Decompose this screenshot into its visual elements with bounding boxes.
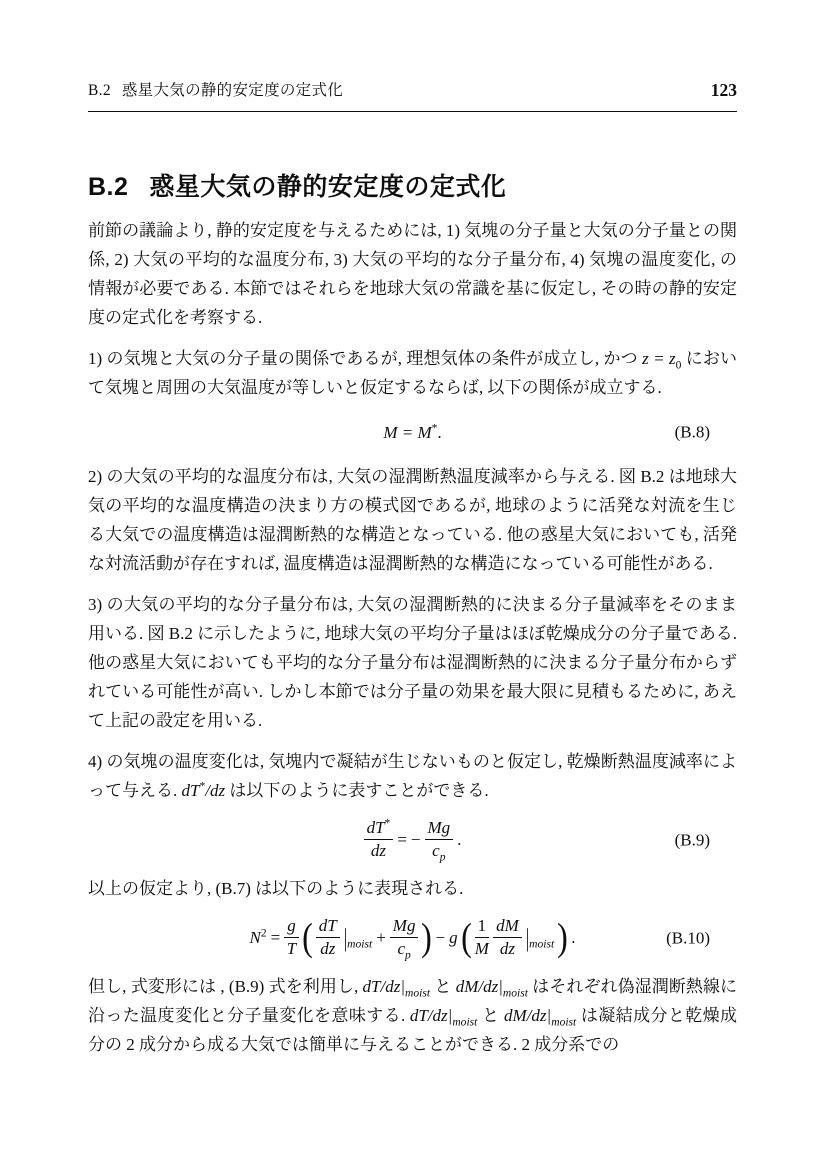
paragraph-intro: 前節の議論より, 静的安定度を与えるためには, 1) 気塊の分子量と大気の分子量との関係, 2) 大気の平均的な温度分布, 3) 大気の平均的な分子量分布, 4) 気塊の温度変化, の情報が必要である. 本節ではそれらを地球大気の常識を基に仮定し, その時の静的安定度の定式化を考察する.: [88, 221, 737, 327]
fraction-dTstar-dz: [364, 818, 394, 861]
text-segment: はそれぞれ偽湿潤断熱線に沿った温度変化と分子量変化を意味する.: [88, 977, 737, 1025]
header-rule: [88, 111, 737, 112]
math-superscript: *: [431, 420, 438, 434]
evaluated-at-moist: [526, 923, 554, 952]
math-text: .: [571, 928, 576, 947]
math-text: g: [449, 928, 458, 947]
running-header-section-title: 惑星大気の静的安定度の定式化: [121, 82, 344, 99]
paragraph-assumption-2: 2) の大気の平均的な温度分布は, 大気の湿潤断熱温度減率から与える. 図 B.2 は地球大気の平均的な温度構造の決まり方の模式図であるが, 地球のように活発な対流を生じる大気での温度構造は湿潤断熱的な構造となっている. 他の惑星大気においても, 活発な対流活動が存在すれば, 温度構造は湿潤断熱的な構造になっている可能性がある.: [88, 467, 737, 573]
plus-sign: +: [376, 928, 386, 947]
text-segment: は以下のように表すことができる.: [225, 781, 489, 800]
inline-math-z-equals-z0: [642, 349, 682, 372]
evaluated-at-moist: [344, 923, 372, 952]
inline-math-dMdz-moist: [455, 977, 528, 1000]
text-segment: は凝結成分と乾燥成分の 2 成分から成る大気では簡単に与えることができる. 2 成分系での: [88, 1006, 738, 1054]
minus-sign: −: [410, 830, 421, 849]
close-paren: ): [421, 915, 433, 959]
math-text: .: [457, 830, 462, 849]
equation-b10-number: (B.10): [666, 928, 710, 947]
math-subscript: moist: [452, 1015, 478, 1029]
math-subscript: moist: [405, 986, 431, 1000]
math-text: Mg: [425, 818, 454, 840]
section-heading: [88, 170, 737, 204]
math-text: dz: [320, 939, 336, 958]
math-text: M: [474, 939, 489, 958]
fraction-dM-dz: [493, 916, 522, 959]
equation-b8: [88, 415, 737, 449]
open-paren: (: [460, 915, 472, 959]
fraction-Mg-cp: [425, 818, 454, 864]
inline-math-dMdz-moist: [504, 1006, 577, 1029]
paragraph-note: [88, 972, 737, 1059]
math-text: dM/dz|: [455, 977, 503, 996]
math-superscript: *: [199, 779, 206, 793]
math-subscript: p: [439, 850, 446, 864]
equation-b8-body: [383, 418, 441, 447]
equation-b10-body: [249, 915, 576, 962]
text-segment: 4) の気塊の温度変化は, 気塊内で凝結が生じないものと仮定し, 乾燥断熱温度減率によって与える.: [88, 752, 737, 800]
minus-sign: −: [435, 928, 446, 947]
math-text: z = z: [642, 349, 676, 368]
math-subscript: moist: [502, 986, 528, 1000]
equals-sign: =: [270, 928, 281, 947]
math-subscript: 0: [675, 358, 682, 372]
math-text: dT/dz|: [409, 1006, 453, 1025]
fraction-dT-dz: [316, 916, 340, 959]
paragraph-result-intro: 以上の仮定より, (B.7) は以下のように表現される.: [88, 879, 464, 898]
math-text: dz: [370, 841, 386, 860]
running-header-title: [88, 76, 343, 105]
math-text: .: [437, 422, 442, 442]
text-segment: と: [477, 1006, 505, 1025]
math-text: dM/dz|: [504, 1006, 552, 1025]
equation-b9-body: [364, 816, 462, 864]
running-header: [88, 76, 737, 105]
math-text: M = M: [383, 422, 432, 442]
paragraph-assumption-3: 3) の大気の平均的な分子量分布は, 大気の湿潤断熱的に決まる分子量減率をそのまま用いる. 図 B.2 に示したように, 地球大気の平均分子量はほぼ乾燥成分の分子量である. 他の惑星大気においても平均的な分子量分布は湿潤断熱的に決まる分子量分布からずれている可能性が高い. しかし本節では分子量の効果を最大限に見積もるために, あえて上記の設定を用いる.: [88, 595, 737, 730]
paragraph-assumption-4: [88, 747, 737, 805]
math-superscript: 2: [260, 926, 267, 940]
equation-b9: [88, 816, 737, 864]
text-segment: において気塊と周囲の大気温度が等しいと仮定するならば, 以下の関係が成立する.: [88, 349, 738, 397]
text-segment: 但し, 式変形には , (B.9) 式を利用し,: [88, 977, 363, 996]
equation-b9-number: (B.9): [674, 830, 710, 849]
math-text: c: [432, 841, 440, 860]
math-text: dT: [316, 916, 340, 938]
math-text: /dz: [205, 781, 226, 800]
math-superscript: *: [384, 816, 391, 830]
inline-math-dTdz-moist: [409, 1006, 478, 1029]
inline-math-dTdz-moist: [362, 977, 431, 1000]
inline-math-dTstar-dz: [182, 781, 226, 800]
text-segment: と: [430, 977, 456, 996]
section-title: 惑星大気の静的安定度の定式化: [149, 173, 507, 201]
math-text: c: [397, 939, 405, 958]
section-number: B.2: [88, 173, 129, 201]
equation-b8-number: (B.8): [674, 422, 710, 442]
fraction-Mg-cp: [390, 916, 419, 962]
fraction-g-T: [284, 916, 299, 959]
close-paren: ): [557, 915, 569, 959]
math-text: N: [249, 928, 261, 947]
page-number: 123: [710, 80, 737, 100]
running-header-section-number: B.2: [88, 82, 111, 99]
vertical-bar: |: [525, 923, 530, 952]
equation-b10: [88, 915, 737, 962]
math-text: dT: [366, 818, 385, 837]
math-text: dM: [493, 916, 522, 938]
math-text: dT: [181, 781, 200, 800]
math-text: dT/dz|: [362, 977, 405, 996]
math-subscript: moist: [347, 937, 373, 951]
fraction-1-M: [475, 916, 490, 959]
math-text: T: [286, 939, 297, 958]
math-subscript: moist: [529, 937, 555, 951]
math-subscript: p: [405, 948, 411, 962]
math-subscript: moist: [551, 1015, 577, 1029]
math-text: Mg: [390, 916, 419, 938]
text-segment: 1) の気塊と大気の分子量の関係であるが, 理想気体の条件が成立し, かつ: [88, 349, 643, 368]
vertical-bar: |: [343, 923, 348, 952]
open-paren: (: [301, 915, 313, 959]
paragraph-assumption-1: [88, 344, 737, 402]
equals-sign: =: [397, 830, 407, 849]
math-text: 1: [475, 916, 490, 938]
math-text: dz: [499, 939, 515, 958]
math-text: g: [284, 916, 299, 938]
